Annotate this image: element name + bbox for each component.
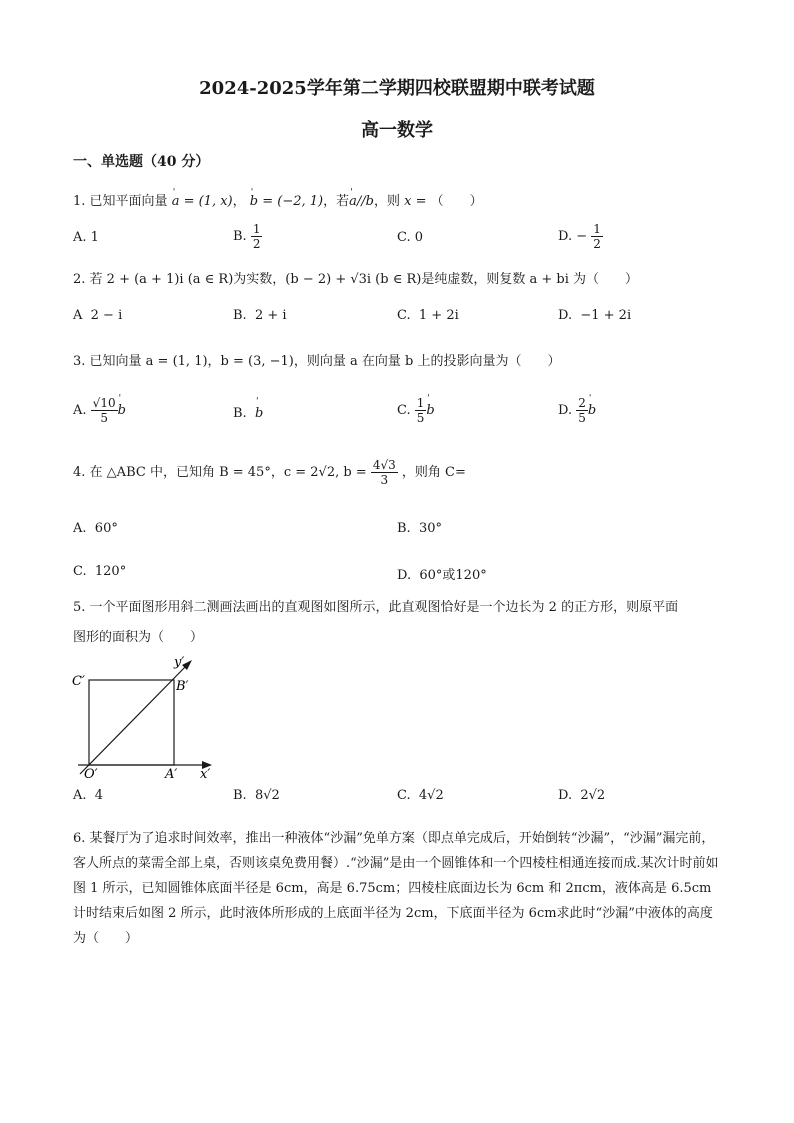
- q3-option-d-fraction: $\frac{2}{5}$: [578, 396, 586, 425]
- q5-label-x: x′: [200, 767, 211, 782]
- q5-option-c[interactable]: C. 4√2: [397, 788, 444, 803]
- question-6: [73, 826, 719, 951]
- q4-text-b: ，则角 C=: [401, 465, 466, 480]
- question-4: [73, 458, 466, 487]
- q1-variable: x: [404, 194, 412, 209]
- exam-title: 2024-2025学年第二学期四校联盟期中联考试题: [199, 78, 595, 99]
- q5-label-y: y′: [174, 655, 185, 670]
- question-3: [73, 352, 560, 372]
- q5-option-a[interactable]: A. 4: [73, 788, 104, 803]
- q1-option-b[interactable]: B. $\frac{1}{2}$: [233, 222, 261, 251]
- q3-option-b[interactable]: B. ' b: [233, 406, 263, 421]
- q4-number: 4.: [73, 465, 86, 480]
- q6-number: 6.: [73, 831, 86, 846]
- q5-text-line1: 一个平面图形用斜二测画法画出的直观图如图所示，此直观图恰好是一个边长为 2 的正方形，则原平面: [89, 600, 679, 615]
- q2-number: 2.: [73, 272, 86, 287]
- q5-option-d[interactable]: D. 2√2: [558, 788, 606, 803]
- q5-label-o: O′: [84, 767, 98, 782]
- q1-number: 1.: [73, 194, 86, 209]
- q5-option-b[interactable]: B. 8√2: [233, 788, 280, 803]
- q1-vector-a: ' a = (1, x): [172, 192, 233, 212]
- q1-text-d: = （ ）: [415, 194, 483, 209]
- question-1: [73, 192, 483, 212]
- q1-text-a: 已知平面向量: [89, 194, 168, 209]
- q4-fraction: $\frac{4√3}{3}$: [372, 458, 396, 487]
- q5-figure: [70, 652, 220, 782]
- question-5-line-1: [73, 598, 678, 618]
- q3-option-c-fraction: $\frac{1}{5}$: [416, 396, 425, 425]
- q5-text-line2: 图形的面积为（ ）: [73, 630, 204, 645]
- q6-text: 某餐厅为了追求时间效率，推出一种液体“沙漏”免单方案（即点单完成后，开始倒转“沙漏”，“沙漏”漏完前，客人所点的菜需全部上桌，否则该桌免费用餐）.“沙漏”是由一个圆锥体和一个四棱柱相通连接而成.某次计时前如图 1 所示，已知圆锥体底面半径是 6cm，高是 6.75cm；四棱柱底面边长为 6cm 和 2πcm，液体高是 6.5cm计时结束后如图 2 所示，此时液体所形成的上底面半径为 2cm，下底面半径为 6cm求此时“沙漏”中液体的高度为（ ）: [73, 831, 719, 946]
- q2-option-c[interactable]: C. 1 + 2i: [397, 308, 459, 323]
- q2-option-a[interactable]: A 2 − i: [73, 308, 123, 323]
- subject-title: 高一数学: [361, 120, 433, 141]
- q1-option-d[interactable]: D. − $\frac{1}{2}$: [558, 222, 601, 251]
- q5-label-b: B′: [176, 679, 189, 694]
- q1-sep: ，: [232, 194, 246, 209]
- q3-option-c[interactable]: C. $\frac{1}{5}$ ' b: [397, 396, 435, 425]
- q2-text: 若 2 + (a + 1)i (a ∈ R)为实数，(b − 2) + √3i (b ∈ R)是纯虚数，则复数 a + bi 为（ ）: [89, 272, 638, 287]
- q4-option-b[interactable]: B. 30°: [397, 521, 442, 536]
- q1-vector-b: ' b = (−2, 1): [250, 192, 323, 212]
- q2-option-b[interactable]: B. 2 + i: [233, 308, 287, 323]
- q1-condition: ' a//b: [349, 192, 374, 212]
- q5-label-a: A′: [165, 767, 178, 782]
- q3-option-a[interactable]: A. $\frac{√10}{5}$ ' b: [73, 396, 126, 425]
- q3-option-a-fraction: $\frac{√10}{5}$: [92, 396, 116, 425]
- q4-option-a[interactable]: A. 60°: [73, 521, 118, 536]
- q3-text: 已知向量 a = (1, 1)，b = (3, −1)，则向量 a 在向量 b 上的投影向量为（ ）: [89, 354, 561, 369]
- q5-number: 5.: [73, 600, 86, 615]
- q5-label-c: C′: [72, 674, 85, 689]
- q1-text-c: ，则: [373, 194, 400, 209]
- q4-option-d[interactable]: D. 60°或120°: [397, 568, 487, 583]
- section-heading: 一、单选题（40 分）: [73, 154, 210, 170]
- q1-option-a[interactable]: A. 1: [73, 230, 99, 245]
- q3-option-d[interactable]: D. $\frac{2}{5}$ ' b: [558, 396, 596, 425]
- q4-text-a: 在 △ABC 中，已知角 B = 45°，c = 2√2, b =: [89, 465, 367, 480]
- q4-option-c[interactable]: C. 120°: [73, 564, 127, 579]
- q1-text-b: ，若: [323, 194, 350, 209]
- question-2: [73, 270, 638, 290]
- q3-number: 3.: [73, 354, 86, 369]
- q1-option-c[interactable]: C. 0: [397, 230, 424, 245]
- q1-option-b-fraction: $\frac{1}{2}$: [252, 222, 261, 251]
- q1-option-d-fraction: $\frac{1}{2}$: [593, 222, 601, 251]
- q2-option-d[interactable]: D. −1 + 2i: [558, 308, 632, 323]
